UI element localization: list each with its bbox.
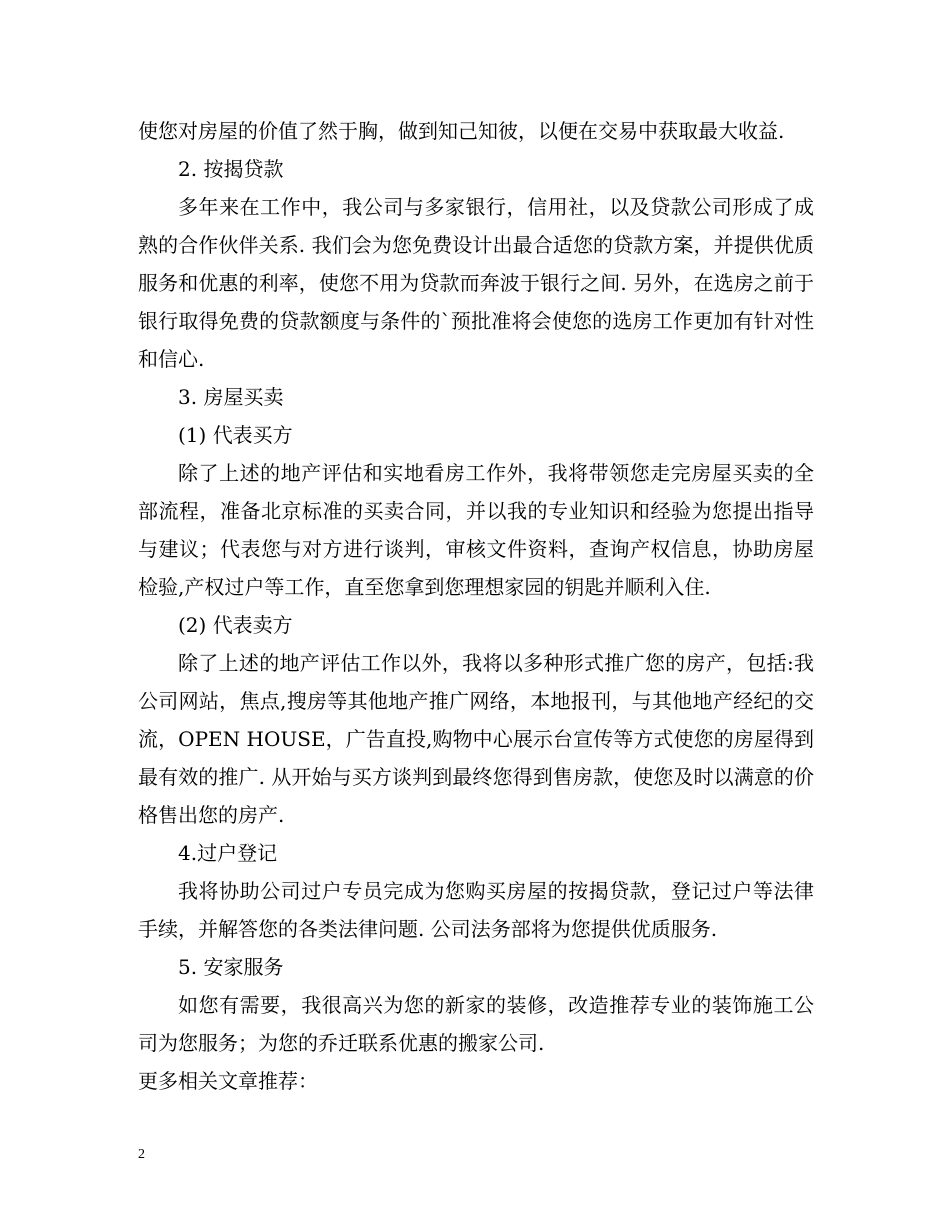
paragraph-represent-buyer: 除了上述的地产评估和实地看房工作外，我将带领您走完房屋买卖的全部流程，准备北京标准的买卖合同，并以我的专业知识和经验为您提出指导与建议；代表您与对方进行谈判，审核文件资料，查询产权信息，协助房屋检验,产权过户等工作，直至您拿到您理想家园的钥匙并顺利入住. xyxy=(138,461,814,599)
heading-transfer-registration: 4.过户登记 xyxy=(178,841,278,865)
paragraph-mortgage-loan: 多年来在工作中，我公司与多家银行，信用社，以及贷款公司形成了成熟的合作伙伴关系. 我们会为您免费设计出最合适您的贷款方案，并提供优质服务和优惠的利率，使您不用为贷款而奔波于银行之间. 另外，在选房之前于银行取得免费的贷款额度与条件的`预批准将会使您的选房工作更加有针对性和信心. xyxy=(138,195,814,371)
related-articles-label: 更多相关文章推荐： xyxy=(138,1069,318,1093)
document-body xyxy=(138,112,814,1100)
paragraph-represent-seller: 除了上述的地产评估工作以外，我将以多种形式推广您的房产，包括:我公司网站，焦点,搜房等其他地产推广网络，本地报刊，与其他地产经纪的交流，OPEN HOUSE，广告直投,购物中心展示台宣传等方式使您的房屋得到最有效的推广. 从开始与买方谈判到最终您得到售房款，使您及时以满意的价格售出您的房产. xyxy=(138,651,814,827)
heading-property-trading: 3. 房屋买卖 xyxy=(178,385,284,409)
page-number: 2 xyxy=(138,1147,145,1162)
subheading-represent-buyer: (1) 代表买方 xyxy=(178,423,293,447)
heading-mortgage-loan: 2. 按揭贷款 xyxy=(178,157,284,181)
paragraph-continuation: 使您对房屋的价值了然于胸，做到知己知彼，以便在交易中获取最大收益. xyxy=(138,119,785,143)
heading-moving-service: 5. 安家服务 xyxy=(178,955,284,979)
paragraph-transfer-registration: 我将协助公司过户专员完成为您购买房屋的按揭贷款，登记过户等法律手续，并解答您的各类法律问题. 公司法务部将为您提供优质服务. xyxy=(138,879,814,941)
subheading-represent-seller: (2) 代表卖方 xyxy=(178,613,293,637)
paragraph-moving-service: 如您有需要，我很高兴为您的新家的装修，改造推荐专业的装饰施工公司为您服务；为您的乔迁联系优惠的搬家公司. xyxy=(138,993,814,1055)
